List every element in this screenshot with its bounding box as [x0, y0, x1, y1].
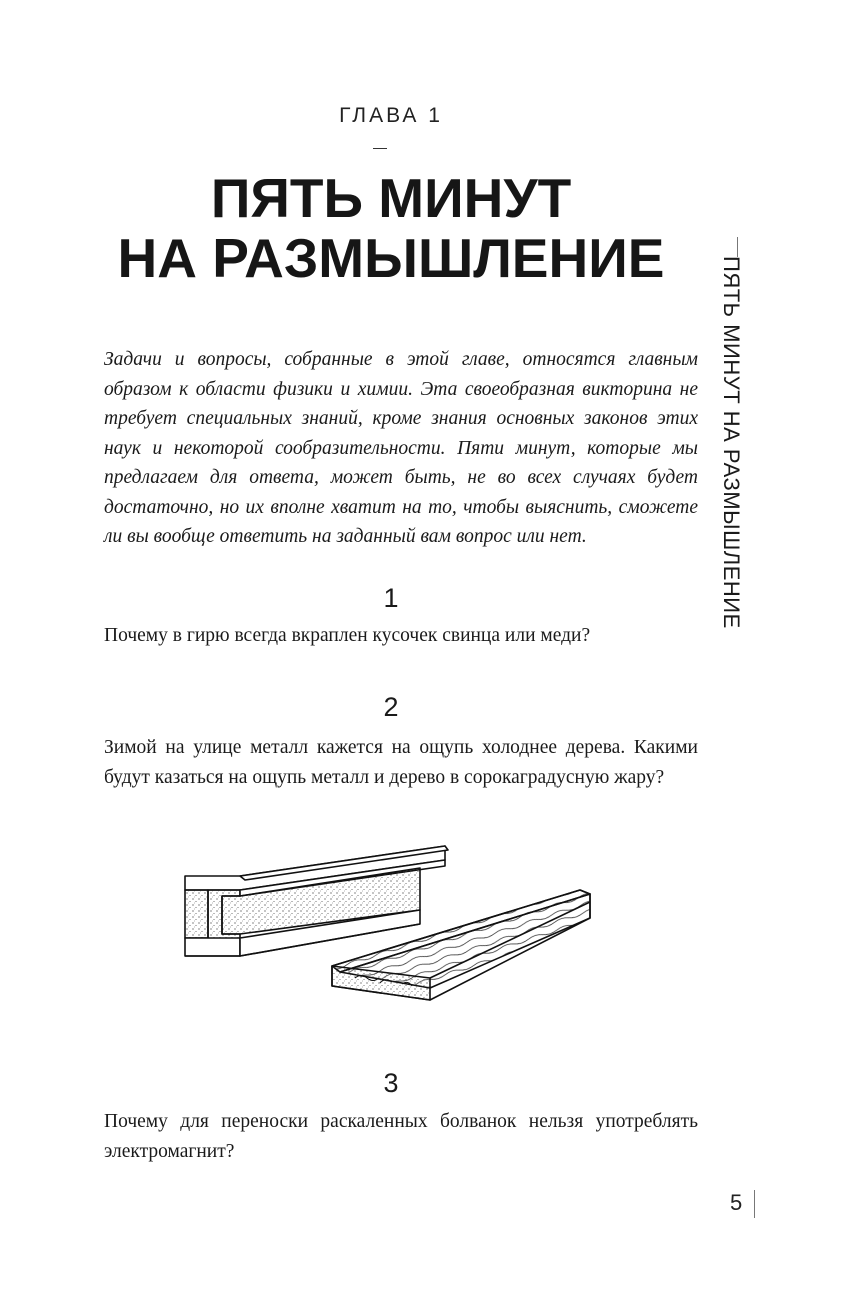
chapter-title-line1: ПЯТЬ МИНУТ [210, 167, 572, 229]
page-number-rule [754, 1190, 755, 1218]
chapter-title-line2: НА РАЗМЫШЛЕНИЕ [117, 227, 665, 289]
page-number: 5 [730, 1190, 743, 1215]
side-running-title: ПЯТЬ МИНУТ НА РАЗМЫШЛЕНИЕ [719, 256, 744, 629]
side-title-rule [737, 237, 738, 257]
question-1-text: Почему в гирю всегда вкраплен кусочек свинца или меди? [104, 625, 591, 646]
question-3-number: 3 [383, 1068, 399, 1098]
question-2-number: 2 [383, 692, 399, 722]
question-3-text: Почему для переноски раскаленных болванок нельзя употреблять электромагнит? [104, 1111, 698, 1162]
i-beam-drawing [185, 846, 448, 956]
question-2-text: Зимой на улице металл кажется на ощупь холоднее дерева. Какими будут казаться на ощупь металл и дерево в сорокаградусную жару? [104, 737, 698, 788]
chapter-dash [373, 148, 387, 149]
chapter-title [0, 168, 782, 288]
chapter-label: ГЛАВА 1 [339, 104, 443, 127]
question-1-number: 1 [383, 583, 399, 613]
illustration-metal-beam-and-wood-plank [180, 838, 600, 1018]
intro-paragraph: Задачи и вопросы, собранные в этой главе, относятся главным образом к области физики и химии. Эта своеобразная викторина не требует специальных знаний, кроме знания основных законов этих наук и некоторой сообразительности. Пяти минут, которые мы предлагаем для ответа, может быть, не во всех случаях будет достаточно, но их вполне хватит на то, чтобы выяснить, сможете ли вы вообще ответить на заданный вам вопрос или нет. [104, 349, 698, 547]
